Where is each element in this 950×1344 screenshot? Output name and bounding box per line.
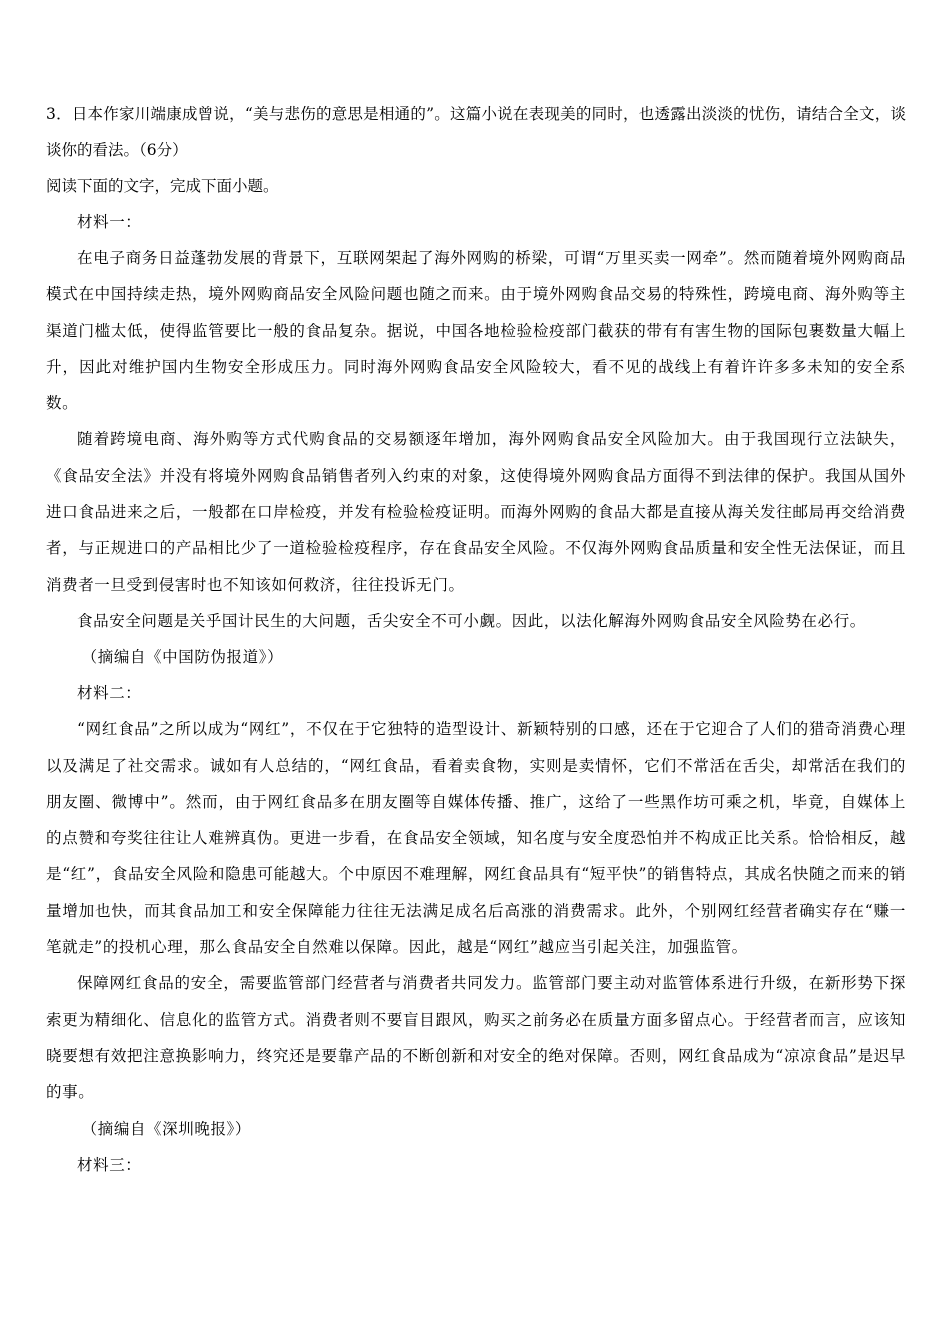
material-2-label: 材料二： [77,684,142,703]
reading-instruction: 阅读下面的文字，完成下面小题。 [46,177,279,195]
question-3: 3．日本作家川端康成曾说，“美与悲伤的意思是相通的”。这篇小说在表现美的同时，也透露出淡淡的忧伤，请结合全文，谈谈你的看法。（6分） [46,105,906,159]
material-1-paragraph-3: 食品安全问题是关乎国计民生的大问题，舌尖安全不可小觑。因此，以法化解海外网购食品安全风险势在必行。 [77,611,866,630]
material-1-source: （摘编自《中国防伪报道》） [81,648,284,667]
material-2-source: （摘编自《深圳晚报》） [81,1119,251,1138]
material-1-paragraph-1: 在电子商务日益蓬勃发展的背景下，互联网架起了海外网购的桥梁，可谓“万里买卖一网牵”。然而随着境外网购商品模式在中国持续走热，境外网购商品安全风险问题也随之而来。由于境外网购食品交易的特殊性，跨境电商、海外购等主渠道门槛太低，使得监管要比一般的食品复杂。据说，中国各地检验检疫部门截获的带有有害生物的国际包裹数量大幅上升，因此对维护国内生物安全形成压力。同时海外网购食品安全风险较大，看不见的战线上有着许许多多未知的安全系数。 [46,249,906,413]
material-2-paragraph-1: “网红食品”之所以成为“网红”，不仅在于它独特的造型设计、新颖特别的口感，还在于它迎合了人们的猎奇消费心理以及满足了社交需求。诚如有人总结的，“网红食品，看着卖食物，实则是卖情怀，它们不常活在舌尖，却常活在我们的朋友圈、微博中”。然而，由于网红食品多在朋友圈等自媒体传播、推广，这给了一些黑作坊可乘之机，毕竟，自媒体上的点赞和夸奖往往让人难辨真伪。更进一步看，在食品安全领域，知名度与安全度恐怕并不构成正比关系。恰恰相反，越是“红”，食品安全风险和隐患可能越大。个中原因不难理解，网红食品具有“短平快”的销售特点，其成名快随之而来的销量增加也快，而其食品加工和安全保障能力往往无法满足成名后高涨的消费需求。此外，个别网红经营者确实存在“赚一笔就走”的投机心理，那么食品安全自然难以保障。因此，越是“网红”越应当引起关注，加强监管。 [46,720,906,957]
material-1-paragraph-2: 随着跨境电商、海外购等方式代购食品的交易额逐年增加，海外网购食品安全风险加大。由于我国现行立法缺失，《食品安全法》并没有将境外网购食品销售者列入约束的对象，这使得境外网购食品方面得不到法律的保护。我国从国外进口食品进来之后，一般都在口岸检疫，并发有检验检疫证明。而海外网购的食品大都是直接从海关发往邮局再交给消费者，与正规进口的产品相比少了一道检验检疫程序，存在食品安全风险。不仅海外网购食品质量和安全性无法保证，而且消费者一旦受到侵害时也不知该如何救济，往往投诉无门。 [46,430,906,594]
document-page [46,96,906,1183]
material-2-paragraph-2: 保障网红食品的安全，需要监管部门经营者与消费者共同发力。监管部门要主动对监管体系进行升级，在新形势下探索更为精细化、信息化的监管方式。消费者则不要盲目跟风，购买之前务必在质量方面多留点心。于经营者而言，应该知晓要想有效把注意换影响力，终究还是要靠产品的不断创新和对安全的绝对保障。否则，网红食品成为“凉凉食品”是迟早的事。 [46,974,906,1102]
material-3-label: 材料三： [77,1155,142,1174]
material-1-label: 材料一： [77,213,142,231]
